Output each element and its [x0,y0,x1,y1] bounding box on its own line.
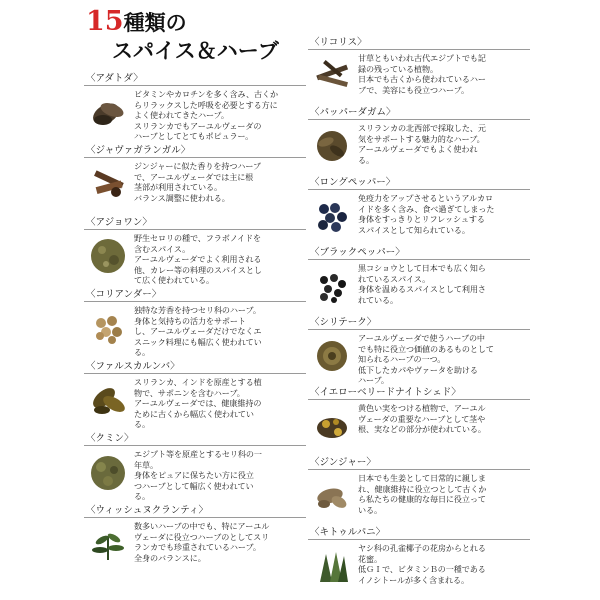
herb-entry-body [308,330,530,390]
herb-description-line: 数多いハーブの中でも、特にアーユル [134,521,270,531]
kithul-pani-icon [312,546,352,586]
herb-description-line: イドを多く含み、食べ過ぎてしまった [358,203,495,214]
herb-entry-name: 〈ロングペッパー〉 [308,176,530,190]
long-pepper-icon [312,196,352,236]
herb-entry [84,144,306,218]
herb-entry-body [84,446,306,506]
herb-description-line: ヤシ科の孔雀椰子の花房からとれる [358,543,486,553]
java-galangal-herb-icon [88,164,128,204]
herb-entry [308,526,530,600]
herb-description-line: 物で、サポニンを含むハーブ。 [134,387,245,398]
herb-description-line: 身体をピュアに保ちたい方に役立 [134,470,254,481]
coriander-seed-icon [88,308,128,348]
herb-description-line: アーユルヴェーダでは、健康維持の [134,398,262,409]
title-number: 15 [86,6,124,37]
herb-description-line: アーユルヴェーダでよく利用される [134,254,262,265]
herb-description-line: る。 [358,154,374,165]
herb-description [134,521,306,563]
herb-description-line: ヴェーダに役立つハーブのとしてスリ [134,531,270,542]
herb-entry [308,176,530,250]
herb-description [358,543,530,585]
herb-description-line: ハーブ。 [358,375,389,386]
herb-description-line: 他、カレー等の料理のスパイスとし [134,264,262,275]
ajwain-seed-icon [88,236,128,276]
herb-description-line: 黄色い実をつける植物で、アーユル [358,403,486,413]
herb-description-line: る。 [134,347,150,358]
page-title [86,6,279,63]
herb-description-line: よく使われてきたハーブ。 [134,110,229,121]
herb-entry-body [308,190,530,250]
herb-description-line: スニック料理にも幅広く使われてい [134,336,262,347]
herb-description-line: 身体をすっきりとリフレッシュする [358,214,485,225]
herb-description-line: 含むスパイス。 [134,243,191,254]
herb-description-line: ために古くから幅広く使われてい [134,408,254,419]
ginger-root-icon [312,476,352,516]
herb-entry-name: 〈クミン〉 [84,432,306,446]
herb-description-line: エジプト等を原産とするセリ科の一 [134,449,262,459]
herb-description-line: れ、健康維持に役立つとして古くか [358,483,487,494]
herb-description [134,161,306,203]
black-pepper-icon [312,266,352,306]
herb-description-line: る。 [134,491,150,502]
herb-description-line: ブで、美容にも役立つハーブ。 [358,84,469,95]
herb-entry [84,288,306,362]
herb-description-line: スリランカ、インドを原産とする植 [134,377,262,387]
herb-entry-name: 〈ファルスカルンバ〉 [84,360,306,374]
herb-entry-name: 〈コリアンダー〉 [84,288,306,302]
herb-description [358,403,530,435]
vishnukranti-herb-icon [88,524,128,564]
herb-description-line: 低下したカパやヴァータを助ける [358,364,478,375]
herb-entry-body [84,158,306,218]
herb-description [134,305,306,358]
herb-description-line: アーユルヴェーダでもよく使われ [358,144,478,155]
pappadagam-herb-icon [312,126,352,166]
herb-entry [84,216,306,290]
herb-entry-name: 〈イエローベリードナイトシェド〉 [308,386,530,400]
herb-description-line: ジンジャーに似た香りを持つハーブ [134,161,261,171]
herb-description-line: で、アーユルヴェーダでは主に根 [134,171,254,182]
herb-description-line: 根、実などの部分が使われている。 [358,424,486,435]
herb-description-line: スリランカでもアーユルヴェーダの [134,120,262,131]
herb-description [358,263,530,305]
herb-description-line: れているスパイス。 [358,273,431,284]
herb-description [134,449,306,502]
title-line-2: スパイス＆ハーブ [112,39,279,64]
yellow-nightshade-icon [312,406,352,446]
herb-description-line: イノシトールが多く含まれる。 [358,574,469,585]
herb-description-line: 年草。 [134,459,158,470]
herb-description-line: バランス調整に使われる。 [134,192,230,203]
herb-description [134,377,306,430]
herb-description [358,53,530,95]
herb-entry-body [308,470,530,530]
herb-entry-body [308,50,530,110]
phalsa-leaf-icon [88,380,128,420]
herb-description-line: 野生セロリの種で、フラボノイドを [134,233,262,243]
herb-entry-name: 〈パッパーダガム〉 [308,106,530,120]
herb-entry-body [308,260,530,320]
herb-entry [84,504,306,578]
herb-description [358,473,530,515]
herb-description [358,123,530,165]
herb-entry [84,360,306,434]
herb-description-line: いる。 [358,504,382,515]
herb-entry [308,316,530,390]
herb-description-line: つハーブとして幅広く使われてい [134,480,254,491]
title-line-1 [86,6,279,37]
herb-description-line: て広く使われている。 [134,275,214,286]
herb-description-line: 花蜜。 [358,553,382,564]
licorice-root-icon [312,56,352,96]
herb-entry [308,246,530,320]
herb-description-line: ハーブとしてとてもポピュラー。 [134,131,254,142]
siritek-herb-icon [312,336,352,376]
herb-entry-body [308,400,530,460]
herb-description-line: ランカでも珍重されているハーブ。 [134,542,261,553]
herb-entry-body [84,86,306,146]
herb-description-line: らリラックスした呼吸を必要とする方に [134,99,278,110]
herb-entry-body [84,518,306,578]
herb-entry-name: 〈ジンジャー〉 [308,456,530,470]
herb-description-line: 日本でも古くから使われているハー [358,74,486,85]
herb-description-line: 免疫力をアップさせるというアルカロ [358,193,494,203]
herb-entry-body [84,302,306,362]
herb-description-line: 黒コショウとして日本でも広く知ら [358,263,486,273]
herb-entry [308,456,530,530]
herb-description-line: し、アーユルヴェーダだけでなくエ [134,326,262,337]
herb-description-line: 身体を温めるスパイスとして利用さ [358,284,486,295]
herb-description-line: 日本でも生姜として日常的に親しま [358,473,486,483]
herb-entry-name: 〈ウィッシュヌクランティ〉 [84,504,306,518]
herb-entry [308,386,530,460]
herb-entry [308,36,530,110]
herb-description-line: スパイスとして知られている。 [358,224,470,235]
cumin-seed-icon [88,452,128,492]
herb-description [358,193,530,235]
herb-description-line: る。 [134,419,150,430]
herb-entry-body [308,540,530,600]
herb-entry-name: 〈リコリス〉 [308,36,530,50]
herb-description-line: 甘草ともいわれ古代エジプトでも記 [358,53,486,63]
herb-description-line: 知られるハーブの一つ。 [358,354,446,365]
herb-entry [308,106,530,180]
herb-entry-name: 〈ブラックペッパー〉 [308,246,530,260]
herb-entry-name: 〈キトゥルパニ〉 [308,526,530,540]
herb-description [134,233,306,286]
herb-entry-name: 〈ジャヴァガランガル〉 [84,144,306,158]
herb-description-line: 録の残っている植物。 [358,63,438,74]
herb-entry-body [84,230,306,290]
herb-entry [84,72,306,146]
herb-entry-name: 〈アジョワン〉 [84,216,306,230]
herb-description-line: ヴェーダの重要なハーブとして茎や [358,413,486,424]
herb-entry-body [84,374,306,434]
herb-entry [84,432,306,506]
herb-description-line: 身体と気持ちの活力をサポート [134,315,246,326]
title-suffix: 種類の [123,11,187,35]
herb-description [134,89,306,142]
herb-entry-name: 〈シリテーク〉 [308,316,530,330]
herb-entry-body [308,120,530,180]
herb-description-line: 独特な芳香を持つセリ科のハーブ。 [134,305,261,315]
herb-description-line: 気をサポートする魅力的なハーブ。 [358,133,485,144]
herb-description-line: ら私たちの健康的な毎日に役立って [358,494,486,505]
adatoda-herb-icon [88,92,128,132]
herb-description-line: スリランカの北西部で採取した、元 [358,123,486,133]
herb-description-line: 全身のバランスに。 [134,552,206,563]
herb-entry-name: 〈アダトダ〉 [84,72,306,86]
herb-description-line: 低ＧＩで、ビタミンＢの一種である [358,564,486,575]
herb-description-line: 茎部が利用されている。 [134,182,222,193]
herb-description-line: アーユルヴェーダで使うハーブの中 [358,333,485,343]
herb-description-line: ビタミンやカロチンを多く含み、古くか [134,89,278,99]
herb-description-line: でも特に役立つ価値のあるものとして [358,343,494,354]
herb-description-line: れている。 [358,294,398,305]
herb-description [358,333,530,386]
